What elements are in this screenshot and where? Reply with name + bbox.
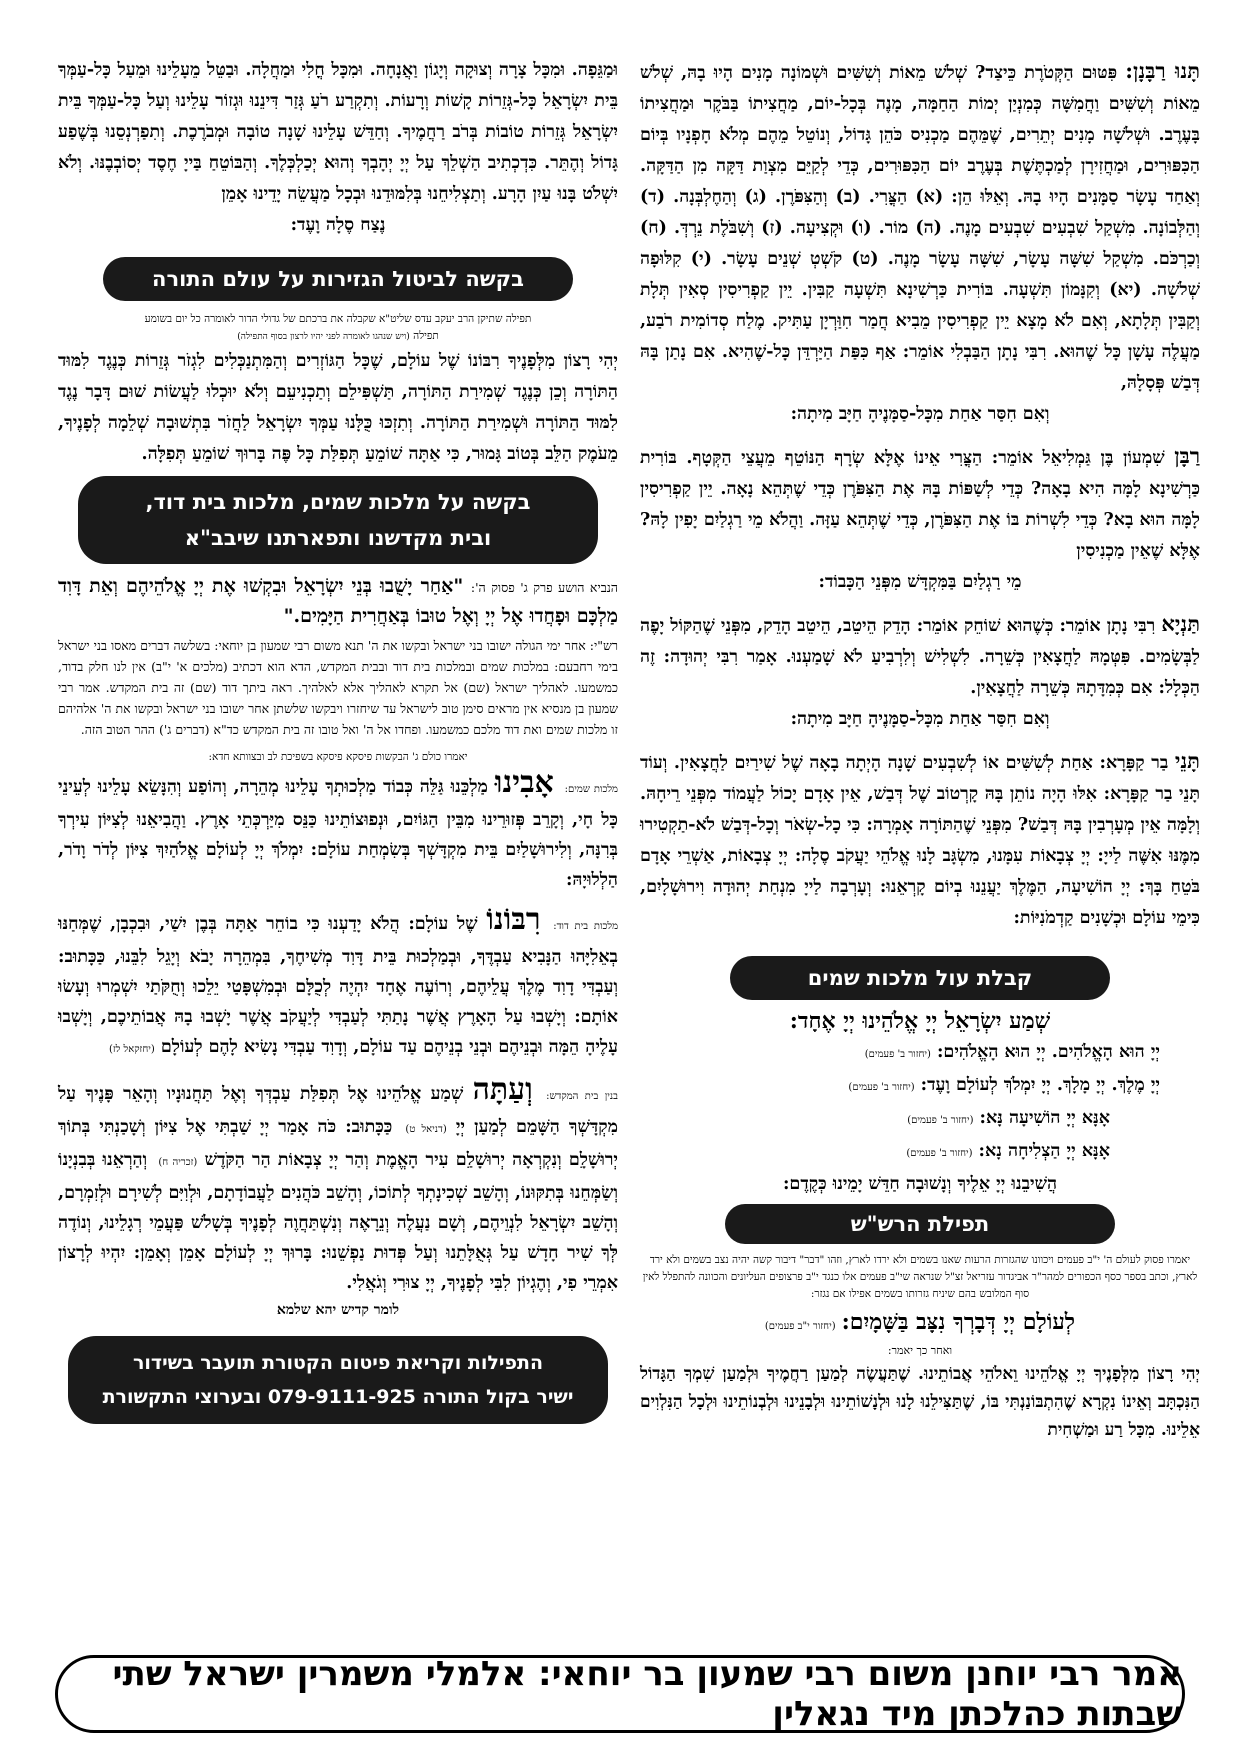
rashash-note: יאמרו פסוק לעולם ה' י"ב פעמים ויכוונו שהגזרות הרעות שאנו בשמים ולא ירדו לארץ, וזהו "דבר" דיבור קשה יהיה נצב בשמים ולא ירד לארץ, וכתב בספר כסף הכפורים למהר"ר אביגדור עזריאל זצ"ל שנראה שי"ב פעמים אלו כנגד י"ב פרצופים העליונים והכוונה להתפלל לאין סוף המלובש בהם שיניח גזרותו בשמים אפילו אם נגזר:: [642, 1254, 1198, 1300]
rashash-heading: תפילת הרש"ש: [725, 1204, 1115, 1244]
veata-text-2: כַּכָּתוּב: כֹּה אָמַר יְיָ שַׁבְתִּי אֶל צִיּוֹן וְשָׁכַנְתִּי בְּתוֹךְ יְרוּשָׁלִָם וְנִקְרְאָה יְרוּשָׁלִַם עִיר הָאֱמֶת וְהַר יְיָ צְבָאוֹת הַר הַקֹּדֶשׁ: [58, 1117, 619, 1170]
tanei-lead: תָּנֵי: [1174, 748, 1200, 773]
avinu-paragraph: [58, 765, 618, 895]
bottom-banner: [55, 1655, 1185, 1733]
ribono-lead: רִבּוֹנוֹ: [486, 902, 541, 937]
malchut-heading-line-2: ובית מקדשנו ותפארתנו שיבב"א: [184, 526, 492, 550]
kaddish-note: לומר קדיש יהא שלמא: [276, 1302, 400, 1318]
leolam-line: [640, 1307, 1200, 1342]
continuation-paragraph: וּמַגֵּפָה. וּמִכָּל צָרָה וְצוּקָה וְיָגוֹן וַאֲנָחָה. וּמִכָּל חֳלִי וּמַחֲלָה. וּבַטֵּל מֵעָלֵינוּ וּמֵעַל כָּל-עַמְּךָ בֵּית יִשְׂרָאֵל כָּל-גְּזֵרוֹת קָשׁוֹת וְרָעוֹת. וְתִקְרַע רֹעַ גְּזַר דִּינֵנוּ וּגְזוֹר עָלֵינוּ וְעַל כָּל-עַמְּךָ בֵּית יִשְׂרָאֵל גְּזֵרוֹת טוֹבוֹת בְּרֹב רַחֲמֶיךָ. וְחַדֵּשׁ עָלֵינוּ שָׁנָה טוֹבָה וּמְבֹרֶכֶת. וְתִפַרְנְסֵנוּ בְּשֶׁפַע גָּדוֹל וְהֶתֵּר. כִּדְכְתִיב הַשְׁלֵךְ עַל יְיָ יְהָבְךָ וְהוּא יְכַלְכְּלֶךָ. וְהַבּוֹטֵחַ בַּייָ חֶסֶד יְסוֹבְבֶנּוּ. וְלֹא יִשְׁלֹט בָּנוּ עַיִן הָרָע. וְתַצְלִיחֵנוּ בְּלִמּוּדֵנוּ וּבְכָל מַעֲשֵׂה יָדֵינוּ אָמֵן: [58, 60, 618, 204]
ketoret-end: וְאִם חִסַּר אַחַת מִכָּל-סַמָּנֶיהָ חַיָּב מִיתָה:: [790, 404, 1050, 424]
verse-line-1-text: יְיָ הוּא הָאֱלֹהִים. יְיָ הוּא הָאֱלֹהִים:: [936, 1042, 1160, 1062]
malchut-heading: [78, 476, 598, 564]
continuation-end: נֶצַח סֶלָה וָעֶד:: [290, 215, 386, 235]
ketoret-lead: תָּנוּ רַבָּנָן:: [1125, 58, 1200, 83]
torah-decrees-heading: בקשה לביטול הגזירות על עולם התורה: [103, 257, 573, 301]
label-beit-david: מלכות בית דוד:: [553, 921, 619, 932]
tanya-paragraph: [640, 608, 1200, 704]
avinu-text: מַלְכֵּנוּ גַּלֵּה כְּבוֹד מַלְכוּתְךָ עָלֵינוּ מְהֵרָה, וְהוֹפַע וְהִנָּשֵׂא עָלֵינוּ לְעֵינֵי כָּל חָי, וְקָרֵב פְּזוּרֵינוּ מִבֵּין הַגּוֹיִם, וּנְפוּצוֹתֵינוּ כַּנֵּס מִיַּרְכְּתֵי אָרֶץ. וַהֲבִיאֵנוּ לְצִיּוֹן עִירְךָ בְּרִנָּה, וְלִירוּשָׁלַיִם בֵּית מִקְדָּשְׁךָ בְּשִׂמְחַת עוֹלָם: יִמְלֹךְ יְיָ לְעוֹלָם אֱלֹהַיִךְ צִיּוֹן לְדֹר וָדֹר, הַלְלוּיָהּ:: [58, 777, 618, 890]
broadcast-line-1: התפילות וקריאת פיטום הקטורת תועבר בשידור: [132, 1352, 544, 1374]
verse-line-1: [640, 1037, 1160, 1070]
ketoret-text: פִּטּוּם הַקְּטֹרֶת כֵּיצַד? שְׁלֹשׁ מֵאוֹת וְשִׁשִּׁים וּשְׁמוֹנָה מָנִים הָיוּ בָהּ, שְׁלֹשׁ מֵאוֹת וְשִׁשִּׁים וַחֲמִשָּׁה כְּמִנְיַן יְמוֹת הַחַמָּה, מָנֶה בְּכָל-יוֹם, מַחֲצִיתוֹ בַּבֹּקֶר וּמַחֲצִיתוֹ בָּעֶרֶב. וּשְׁלֹשָׁה מָנִים יְתֵרִים, שֶׁמֵּהֶם מַכְנִיס כֹּהֵן גָּדוֹל, וְנוֹטֵל מֵהֶם מְלֹא חָפְנָיו בְּיוֹם הַכִּפּוּרִים, וּמַחֲזִירָן לְמַכְתֶּשֶׁת בְּעֶרֶב יוֹם הַכִּפּוּרִים, כְּדֵי לְקַיֵּם מִצְוַת דַּקָּה מִן הַדַּקָּה. וְאַחַד עָשָׂר סַמָּנִים הָיוּ בָהּ. וְאֵלּוּ הֵן: (א) הַצֳּרִי. (ב) וְהַצִּפֹּרֶן. (ג) וְהַחֶלְבְּנָה. (ד) וְהַלְּבוֹנָה. מִשְׁקַל שִׁבְעִים שִׁבְעִים מָנֶה. (ה) מוֹר. (ו) וּקְצִיעָה. (ז) וְשִׁבֹּלֶת נֵרְדְּ. (ח) וְכַרְכֹּם. מִשְׁקַל שִׁשָּׁה עָשָׂר, שִׁשָּׁה עָשָׂר מָנֶה. (ט) קֹשְׁטְ שְׁנֵים עָשָׂר. (י) קִלּוּפָה שְׁלֹשָׁה. (יא) וְקִנָּמוֹן תִּשְׁעָה. בּוֹרִית כַּרְשִׁינָא תִּשְׁעָה קַבִּין. יֵין קַפְרִיסִין סְאִין תְּלָת וְקַבִּין תְּלָתָא, וְאִם לֹא מָצָא יֵין קַפְרִיסִין מֵבִיא חֲמַר חִוַּרְיָן עַתִּיק. מֶלַח סְדוֹמִית רֹבַע, מַעֲלֶה עָשָׁן כָּל שֶׁהוּא. רִבִּי נָתָן הַבַּבְלִי אוֹמֵר: אַף כִּפַּת הַיַּרְדֵּן כָּל-שֶׁהִיא. אִם נָתַן בָּהּ דְּבַשׁ פְּסָלָהּ,: [640, 63, 1200, 393]
veata-source-2: (זכריה ח): [158, 1157, 198, 1168]
label-beit-hamikdash: בנין בית המקדש:: [546, 1091, 618, 1102]
verse-line-4: [640, 1136, 1110, 1169]
veata-text: שְׁמַע אֱלֹהֵינוּ אֶל תְּפִלַּת עַבְדְּךָ וְאֶל תַּחֲנוּנָיו וְהָאֵר פָּנֶיךָ עַל מִקְדָּשְׁךָ הַשָּׁמֵם לְמַעַן יְיָ: [58, 1084, 619, 1137]
veata-lead: וְעַתָּה: [472, 1072, 533, 1107]
repeat-note: (יחזור י"ב פעמים): [764, 1321, 836, 1332]
tanya-text: רִבִּי נָתָן אוֹמֵר: כְּשֶׁהוּא שׁוֹחֵק אוֹמֵר: הָדֵק הֵיטֵב, הֵיטֵב הָדֵק, מִפְּנֵי שֶׁהַקּוֹל יָפֶה לַבְּשָׂמִים. פִּטְּמָהּ לַחֲצָאִין כְּשֵׁרָה. לִשְׁלִישׁ וְלִרְבִיעַ לֹא שָׁמַעְנוּ. אָמַר רִבִּי יְהוּדָה: זֶה הַכְּלָל: אִם כְּמִדָּתָהּ כְּשֵׁרָה לַחֲצָאִין.: [640, 616, 1200, 698]
tanei-text: בַר קַפָּרָא: אַחַת לְשִׁשִּׁים אוֹ לְשִׁבְעִים שָׁנָה הָיְתָה בָאָה שֶׁל שִׁירַיִם לַחֲצָאִין. וְעוֹד תָּנֵי בַר קַפָּרָא: אִלּוּ הָיָה נוֹתֵן בָּהּ קָרְטוֹב שֶׁל דְּבַשׁ, אֵין אָדָם יָכוֹל לַעֲמוֹד מִפְּנֵי רֵיחָהּ. וְלָמָּה אֵין מְעָרְבִין בָּהּ דְּבַשׁ? מִפְּנֵי שֶׁהַתּוֹרָה אָמְרָה: כִּי כָל-שְׂאֹר וְכָל-דְּבַשׁ לֹא-תַקְטִירוּ מִמֶּנּוּ אִשֶּׁה לַייָ: יְיָ צְבָאוֹת עִמָּנוּ, מִשְׂגָּב לָנוּ אֱלֹהֵי יַעֲקֹב סֶלָה: יְיָ צְבָאוֹת, אַשְׁרֵי אָדָם בֹּטֵחַ בָּךְ: יְיָ הוֹשִׁיעָה, הַמֶּלֶךְ יַעֲנֵנוּ בְיוֹם קָרְאֵנוּ: וְעָרְבָה לַייָ מִנְחַת יְהוּדָה וִירוּשָׁלָיִם, כִּימֵי עוֹלָם וּכְשָׁנִים קַדְמֹנִיּוֹת:: [640, 753, 1200, 928]
ribono-text: שֶׁל עוֹלָם: הֲלֹא יָדַעְנוּ כִּי בוֹחֵר אַתָּה בְּבֶן יִשַׁי, וּבִכְבָן, שֶׁמְּחַנּוּ בְאֵלִיָּהוּ הַנָּבִיא עַבְדֶּךָ, וּבְמַלְכוּת בֵּית דָּוִד מְשִׁיחֶךָ, בִּמְהֵרָה יָבֹא וְיָגֵל לִבֵּנוּ, כַּכָּתוּב: וְעַבְדִּי דָוִד מֶלֶךְ עֲלֵיהֶם, וְרוֹעֶה אֶחָד יִהְיֶה לְכֻלָּם וּבְמִשְׁפָּטַי יֵלֵכוּ וְחֻקֹּתַי יִשְׁמְרוּ וְעָשׂוּ אוֹתָם: וְיָשְׁבוּ עַל הָאָרֶץ אֲשֶׁר נָתַתִּי לְעַבְדִּי לְיַעֲקֹב אֲשֶׁר יָשְׁבוּ בָהּ אֲבוֹתֵיכֶם, וְיָשְׁבוּ עָלֶיהָ הֵמָּה וּבְנֵיהֶם וּבְנֵי בְנֵיהֶם עַד עוֹלָם, וְדָוִד עַבְדִּי נָשִׂיא לָהֶם לְעוֹלָם: [58, 914, 618, 1057]
shema-line: שְׁמַע יִשְׂרָאֵל יְיָ אֱלֹהֵינוּ יְיָ אֶחָד:: [789, 1008, 1051, 1034]
leolam-text: לְעוֹלָם יְיָ דְּבָרְךָ נִצָּב בַּשָּׁמָיִם:: [841, 1309, 1076, 1335]
rabban-text: שִׁמְעוֹן בֶּן גַּמְלִיאֵל אוֹמֵר: הַצֳּרִי אֵינוֹ אֶלָּא שְׂרָף הַנּוֹטֵף מֵעֲצֵי הַקְּטָף. בּוֹרִית כַּרְשִׁינָא לָמָּה הִיא בָאָה? כְּדֵי לְשַׁפּוֹת בָּהּ אֶת הַצִּפֹּרֶן כְּדֵי שֶׁתְּהֵא נָאָה. יֵין קַפְרִיסִין לָמָּה הוּא בָא? כְּדֵי לִשְׁרוֹת בּוֹ אֶת הַצִּפֹּרֶן, כְּדֵי שֶׁתְּהֵא עַזָּה. וַהֲלֹא מֵי רַגְלַיִם יָפִין לָהּ? אֶלָּא שֶׁאֵין מַכְנִיסִין: [640, 448, 1200, 561]
right-column: [640, 55, 1200, 1444]
torah-note: תפילה שתיקן הרב יעקב עדס שליט"א שקבלה את ברכתם של גדולי הדור לאומרה כל יום בשומע: [144, 313, 532, 325]
repeat-note: (יחזור ב' פעמים): [907, 1115, 974, 1126]
hoshea-verse: "אַחַר יָשֻׁבוּ בְּנֵי יִשְׂרָאֵל וּבִקְשׁוּ אֶת יְיָ אֱלֹהֵיהֶם וְאֵת דָּוִד מַלְכָּם וּפָחֲדוּ אֶל יְיָ וְאֶל טוּבוֹ בְּאַחֲרִית הַיָּמִים.": [58, 575, 618, 627]
hoshea-paragraph: [58, 572, 618, 631]
hoshea-intro: הנביא הושע פרק ג' פסוק ה':: [470, 580, 618, 595]
verse-line-2: [640, 1070, 1160, 1103]
tanya-lead: תַּנְיָא: [1161, 611, 1201, 636]
repeat-note: (יחזור ב' פעמים): [848, 1082, 915, 1093]
broadcast-line-2: ישיר בקול התורה 079-9111-925 ובערוצי התקשורת: [102, 1386, 574, 1408]
repeat-note: (יחזור ב' פעמים): [864, 1049, 931, 1060]
verse-line-3: [640, 1103, 1110, 1136]
rashi-commentary: רש"י: אחר ימי הגולה ישובו בני ישראל ובקשו את ה' תנא משום רבי שמעון בן יוחאי: בשלשה דברים מאסו בני ישראל בימי רחבעם: במלכות שמים ובמלכות בית דוד ובבית המקדש, הדא הוא דכתיב (מלכים א' י"ב) אין לנו חלק בדוד, כמשמעו. לאהליך ישראל (שם) אל תקרא לאהליך אלא לאלהיך. ראה ביתך דוד (שם) זה בית המקדש. אמר רבי שמעון בן מנסיא אין מראים סימן טוב לישראל עד שיחזרו ויבקשו שלשתן אחר ישובו בני ישראל ובקשו את ה' אלהיהם זו מלכות שמים ואת דוד מלכם כמשמעו. ופחדו אל ה' ואל טובו זה בית המקדש כד"א (דברים ג') ההר הטוב הזה.: [58, 638, 618, 737]
banner-text: אמר רבי יוחנן משום רבי שמעון בר יוחאי: אלמלי משמרין ישראל שתי שבתות כהלכתן מיד נגאלין: [112, 1654, 1182, 1734]
rabban-end: מֵי רַגְלַיִם בַּמִּקְדָּשׁ מִפְּנֵי הַכָּבוֹד:: [818, 572, 1022, 592]
rabban-lead: רַבָּן: [1174, 443, 1201, 468]
veata-text-3: וְהַרְאֵנוּ בְּבִנְיָנוֹ וְשַׂמְּחֵנוּ בְּתִקּוּנוֹ, וְהָשֵׁב שְׁכִינָתְךָ לְתוֹכוֹ, וְהָשֵׁב כֹּהֲנִים לַעֲבוֹדָתָם, וּלְוִיִּם לְשִׁירָם וּלְזִמְרָם, וְהָשֵׁב יִשְׂרָאֵל לִנְוֵיהֶם, וְשָׁם נַעֲלֶה וְנֵרָאֶה וְנִשְׁתַּחֲוֶה לְפָנֶיךָ בְּשָׁלֹשׁ פַּעֲמֵי רְגָלֵינוּ, וְנוֹדֶה לְּךָ שִׁיר חָדָשׁ עַל גְּאֻלָּתֵנוּ וְעַל פְּדוּת נַפְשֵׁנוּ: בָּרוּךְ יְיָ לְעוֹלָם אָמֵן וְאָמֵן: יִהְיוּ לְרָצוֹן אִמְרֵי פִי, וְהֶגְיוֹן לִבִּי לְפָנֶיךָ, יְיָ צוּרִי וְגֹאֲלִי.: [58, 1150, 618, 1293]
repeat-note: (יחזור ב' פעמים): [906, 1148, 973, 1159]
label-malchut-shamayim: מלכות שמים:: [564, 784, 618, 795]
broadcast-box: [68, 1336, 608, 1424]
verse-line-2-text: יְיָ מֶלֶךְ. יְיָ מָלָךְ. יְיָ יִמְלֹךְ לְעוֹלָם וָעֶד:: [920, 1075, 1160, 1095]
kabbalat-ol-heading: קבלת עול מלכות שמים: [730, 956, 1110, 1000]
tanya-end: וְאִם חִסַּר אַחַת מִכָּל-סַמָּנֶיהָ חַיָּב מִיתָה:: [790, 709, 1050, 729]
malchut-heading-line-1: בקשה על מלכות שמים, מלכות בית דוד,: [145, 490, 531, 514]
after-note: ואחר כך יאמר:: [887, 1344, 953, 1357]
torah-note-word: תפילה: [413, 330, 439, 342]
yehi-ratzon-prayer: יְהִי רָצוֹן מִלְּפָנֶיךָ יְיָ אֱלֹהֵינוּ וֵאלֹהֵי אֲבוֹתֵינוּ. שֶׁתַּעֲשֶׂה לְמַעַן רַחֲמֶיךָ וּלְמַעַן שִׁמְךָ הַגָּדוֹל הַנִּכְתָּב וְאֵינוֹ נִקְרָא שֶׁהִתְבּוֹנַנְתִּי בּוֹ, שֶׁתַּצִּילֵנוּ לָנוּ וּלְנָשׁוֹתֵינוּ וּלְבָנֵינוּ וּלְבְנוֹתֵינוּ וּלְכָל הַנִּלְוִים אֵלֵינוּ. מִכָּל רַע וּמַשְׁחִית: [640, 1364, 1200, 1440]
ribono-source: (יחזקאל לז): [108, 1044, 155, 1055]
veata-source: (דניאל ט): [405, 1124, 447, 1135]
left-column: [58, 55, 618, 1424]
tanei-paragraph: [640, 745, 1200, 934]
rabban-paragraph: [640, 440, 1200, 567]
torah-note-small: (ויש שנהגו לאומרה לפני יהיו לרצון בסוף התפילה): [237, 332, 410, 342]
ribono-paragraph: [58, 902, 619, 1065]
veata-paragraph: [58, 1072, 619, 1298]
avinu-lead: אָבִינוּ: [494, 765, 554, 800]
torah-note-2: [58, 328, 618, 346]
torah-prayer: יְהִי רָצוֹן מִלְּפָנֶיךָ רִבּוֹנוֹ שֶׁל עוֹלָם, שֶׁכָּל הַגּוֹזְרִים וְהַמִּתְנַכְּלִים לִגְזֹר גְּזֵרוֹת כְּנֶגֶד לִמּוּד הַתּוֹרָה וְכֵן כְּנֶגֶד שְׁמִירַת הַתּוֹרָה, תַּשְׁפִּילֵם וְתַכְנִיעֵם וְלֹא יוּכְלוּ לַעֲשׂוֹת שׁוּם דָּבָר נֶגֶד לִמּוּד הַתּוֹרָה וּשְׁמִירַת הַתּוֹרָה. וְתִזְכּוּ כֻּלָּנוּ עַמְּךָ יִשְׂרָאֵל לַחֲזֹר בִּתְשׁוּבָה שְׁלֵמָה לְפָנֶיךָ, מֵעֹמֶק הַלֵּב בְּטוֹב גָּמוּר, כִּי אַתָּה שׁוֹמֵעַ תְּפִלַּת כָּל פֶּה בָּרוּךְ שׁוֹמֵעַ תְּפִלָּה.: [58, 351, 618, 464]
ketoret-paragraph: [640, 55, 1200, 399]
instruction-note: יאמרו כולם ג' הבקשות פיסקא פיסקא בשפיכת לב ובצוותא חדא:: [208, 751, 468, 763]
verse-line-3-text: אָנָּא יְיָ הוֹשִׁיעָה נָּא:: [979, 1108, 1110, 1128]
verse-line-4-text: אָנָּא יְיָ הַצְלִיחָה נָא:: [978, 1141, 1110, 1161]
verse-line-5: הֲשִׁיבֵנוּ יְיָ אֵלֶיךָ וְנָשׁוּבָה חַדֵּשׁ יָמֵינוּ כְּקֶדֶם:: [782, 1174, 1058, 1194]
